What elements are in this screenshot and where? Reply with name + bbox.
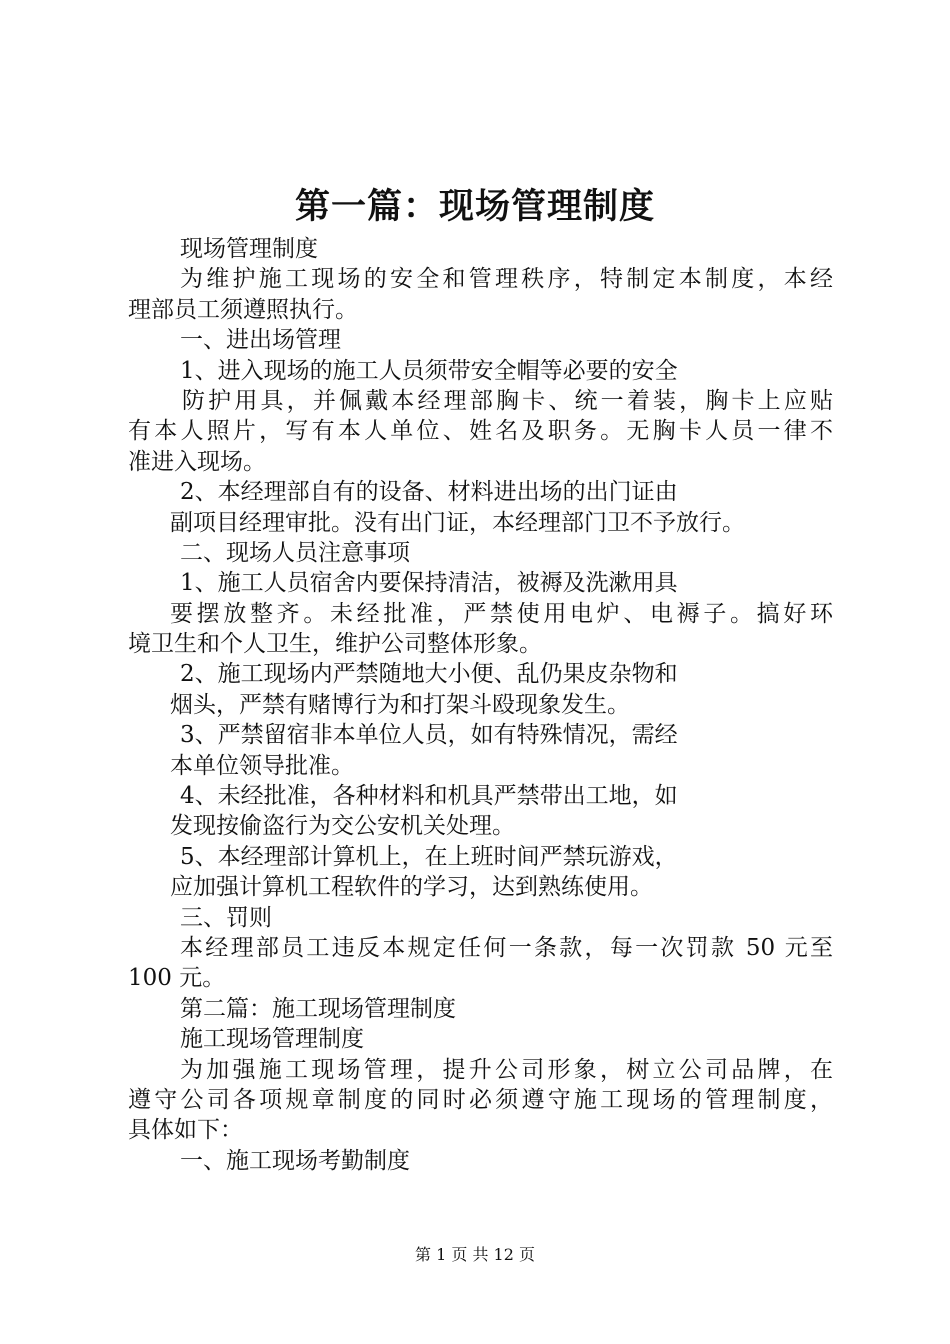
paragraph-line: 2、本经理部自有的设备、材料进出场的出门证由 (180, 479, 678, 506)
paragraph-line: 准进入现场。 (128, 448, 266, 475)
paragraph-line: 本经理部员工违反本规定任何一条款，每一次罚款 50 元至 (180, 934, 833, 961)
paragraph-line: 本单位领导批准。 (170, 752, 354, 779)
paragraph-line: 具体如下： (128, 1117, 243, 1144)
paragraph-line: 4、未经批准，各种材料和机具严禁带出工地，如 (180, 783, 678, 810)
document-body (128, 234, 833, 1176)
paragraph-line: 发现按偷盗行为交公安机关处理。 (170, 813, 515, 840)
paragraph-line: 100 元。 (128, 965, 226, 992)
paragraph-line: 现场管理制度 (180, 236, 318, 262)
section-title: 第二篇：施工现场管理制度 (180, 995, 456, 1022)
paragraph-line: 遵守公司各项规章制度的同时必须遵守施工现场的管理制度， (128, 1086, 833, 1113)
paragraph-line: 应加强计算机工程软件的学习，达到熟练使用。 (170, 874, 653, 901)
paragraph-line: 要摆放整齐。未经批准，严禁使用电炉、电褥子。搞好环 (170, 600, 833, 627)
paragraph-line: 有本人照片，写有本人单位、姓名及职务。无胸卡人员一律不 (128, 418, 833, 445)
section-heading: 施工现场管理制度 (180, 1026, 364, 1053)
paragraph-line: 理部员工须遵照执行。 (128, 296, 358, 323)
section-heading: 三、罚则 (180, 904, 272, 931)
paragraph-line: 1、施工人员宿舍内要保持清洁，被褥及洗漱用具 (180, 570, 678, 597)
paragraph-line: 境卫生和个人卫生，维护公司整体形象。 (128, 631, 542, 658)
paragraph-line: 为加强施工现场管理，提升公司形象，树立公司品牌，在 (180, 1056, 833, 1083)
paragraph-line: 3、严禁留宿非本单位人员，如有特殊情况，需经 (180, 722, 678, 749)
section-heading: 一、进出场管理 (180, 327, 341, 354)
paragraph-line: 2、施工现场内严禁随地大小便、乱仍果皮杂物和 (180, 661, 678, 688)
paragraph-line: 1、进入现场的施工人员须带安全帽等必要的安全 (180, 357, 678, 384)
section-heading: 一、施工现场考勤制度 (180, 1147, 410, 1174)
page-footer: 第 1 页 共 12 页 (415, 1245, 535, 1264)
paragraph-line: 为维护施工现场的安全和管理秩序，特制定本制度，本经 (180, 266, 833, 293)
paragraph-line: 副项目经理审批。没有出门证，本经理部门卫不予放行。 (170, 509, 745, 536)
paragraph-line: 烟头，严禁有赌博行为和打架斗殴现象发生。 (170, 691, 630, 718)
paragraph-line: 防护用具，并佩戴本经理部胸卡、统一着装，胸卡上应贴 (182, 387, 833, 414)
paragraph-line: 5、本经理部计算机上，在上班时间严禁玩游戏， (180, 843, 678, 870)
section-heading: 二、现场人员注意事项 (180, 539, 410, 566)
document-title: 第一篇：现场管理制度 (294, 186, 655, 227)
